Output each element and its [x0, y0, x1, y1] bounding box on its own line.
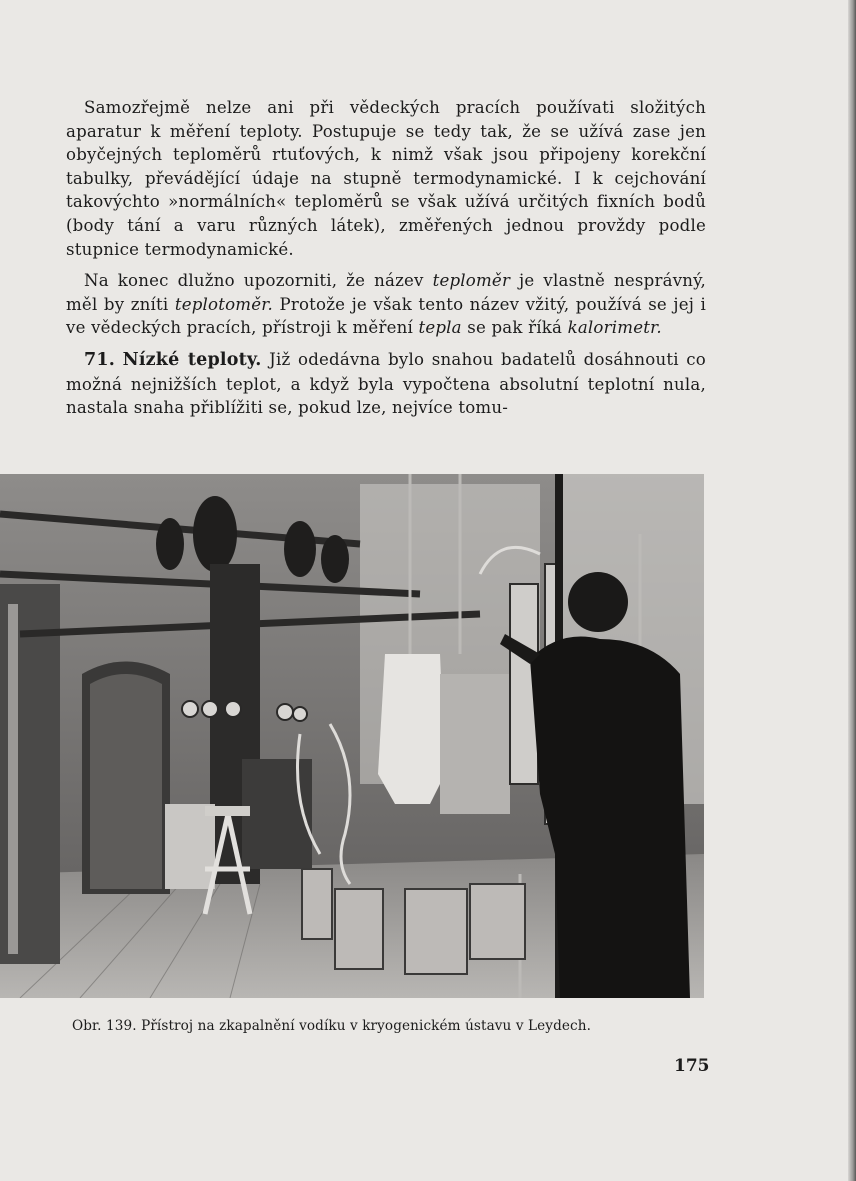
term-kalorimetr: kalorimetr.	[567, 318, 662, 338]
paragraph-1: Samozřejmě nelze ani při vědeckých pracích používati složitých aparatur k měření teploty. Postupuje se tedy tak, že se užívá zase jen obyčejných teploměrů rtuťových, k nimž však jsou připojeny korekční tabulky, převádějící údaje na stupně termodynamické. I k cejchování takovýchto »normálních« teploměrů se však užívá určitých fixních bodů (body tání a varu různých látek), změřených jednou provždy podle stupnice termodynamické.	[66, 98, 706, 259]
page-edge	[848, 0, 856, 1181]
section-text: Již odedávna bylo snahou badatelů dosáhnouti co možná nejnižších teplot, a když byla vypočtena absolutní teplotní nula, nastala snaha přiblížiti se, pokud lze, nejvíce tomu-	[66, 349, 706, 418]
laboratory-photo	[0, 474, 704, 998]
term-teplotomer: teplotoměr.	[174, 294, 274, 314]
paragraph-2	[66, 269, 706, 340]
section-71	[66, 348, 706, 420]
term-teplomer: teploměr	[432, 271, 511, 291]
body-text	[66, 96, 706, 420]
figure-photo	[0, 474, 704, 998]
paragraph-2-part-2: je vlastně nesprávný, měl by zníti	[66, 271, 706, 314]
paragraph-2-part-3: Protože je však tento název vžitý, používá se jej i ve vědeckých pracích, přístroji k měření	[66, 294, 706, 338]
section-number: 71.	[84, 349, 116, 370]
section-title: Nízké teploty.	[122, 349, 262, 370]
page-number: 175	[674, 1056, 710, 1076]
term-tepla: tepla	[418, 318, 462, 338]
paragraph-2-part-4: se pak říká	[461, 318, 568, 338]
figure-caption: Obr. 139. Přístroj na zkapalnění vodíku v kryogenickém ústavu v Leydech.	[72, 1018, 592, 1034]
paragraph-2-part-1: Na konec dlužno upozorniti, že název	[84, 271, 433, 291]
